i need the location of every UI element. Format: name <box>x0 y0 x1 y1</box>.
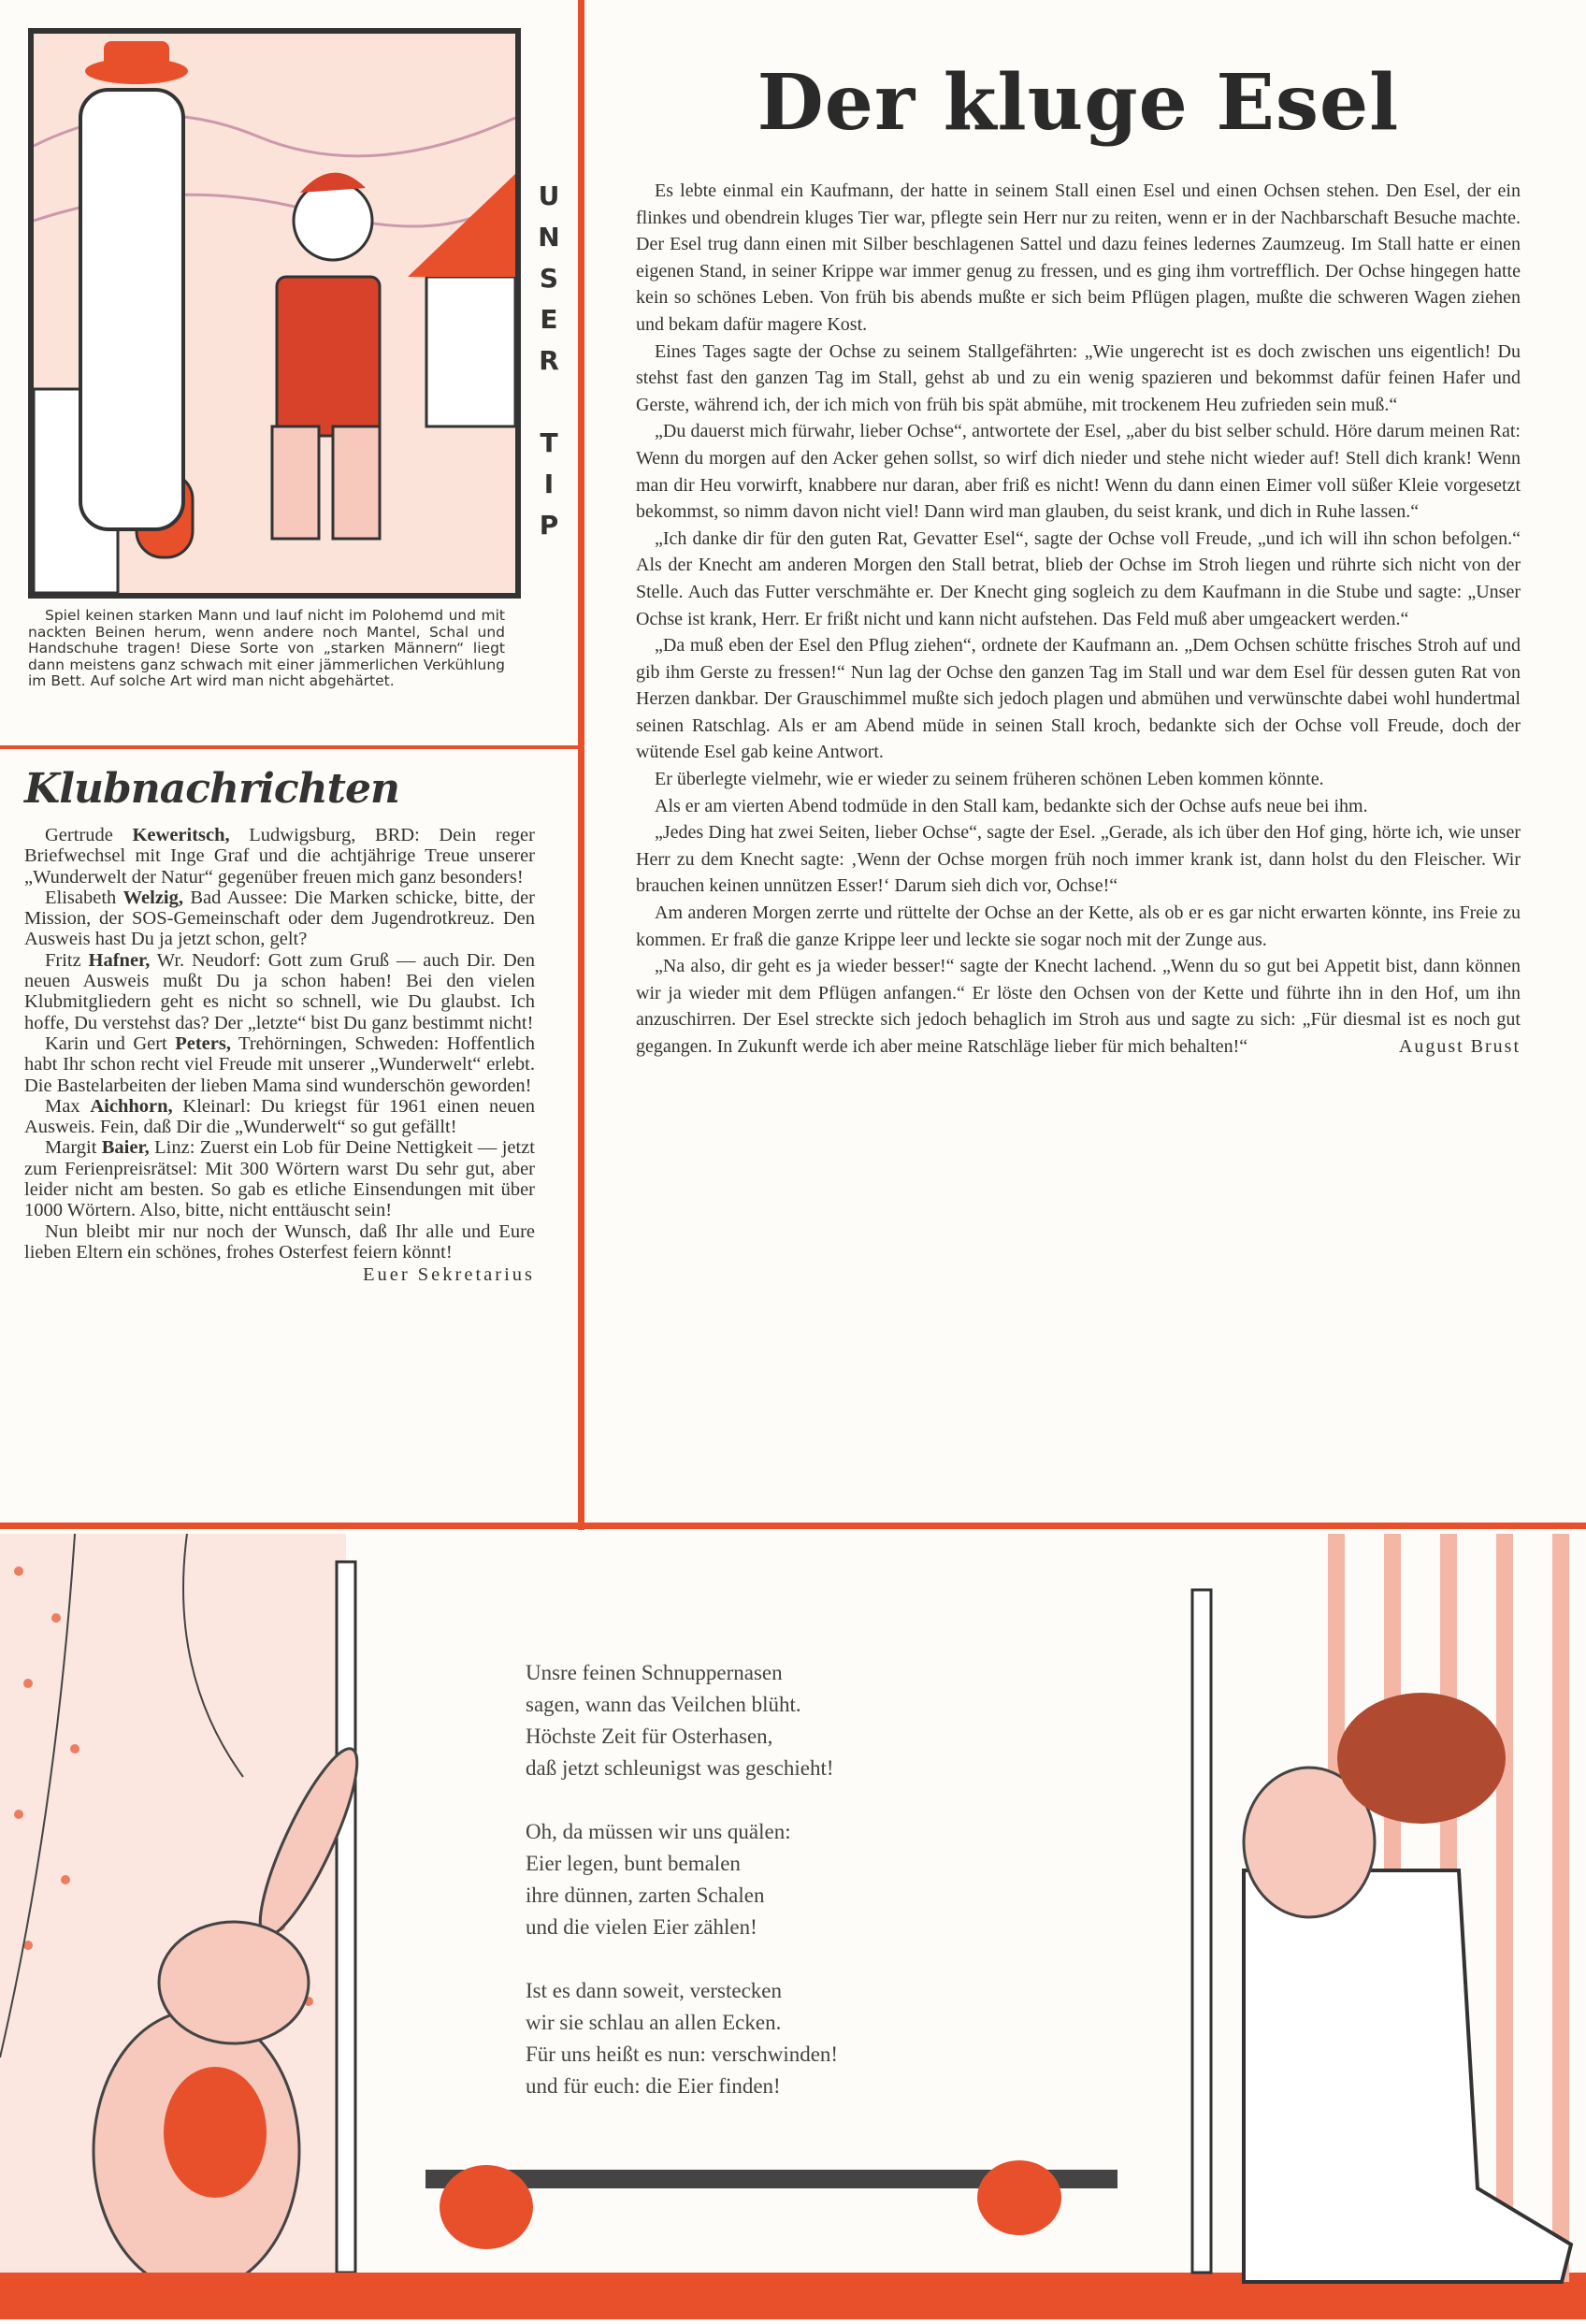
klub-news <box>24 825 535 1286</box>
entry-text: Trehörningen, Schweden: Hoffentlich habt Ihr schon recht viel Freude mit unserer „Wunderwelt“ erlebt. Die Bastelarbeiten der lieben Mama sind wunderschön geworden! <box>24 1032 535 1096</box>
poem-line: Oh, da müssen wir uns quälen: <box>526 1820 791 1843</box>
klub-entry <box>24 825 535 888</box>
story-paragraph: Er überlegte vielmehr, wie er wieder zu seinem früheren schönen Leben kommen könnte. <box>655 769 1324 790</box>
klub-title: Klubnachrichten <box>24 765 399 813</box>
member-name: Keweritsch, <box>132 825 230 845</box>
label-letter: P <box>539 510 559 541</box>
member-name: Baier, <box>101 1137 150 1159</box>
label-letter: E <box>540 304 558 335</box>
klub-entry <box>24 1137 535 1220</box>
poem-line: und für euch: die Eier finden! <box>526 2074 781 2098</box>
easter-poem <box>526 1657 838 2134</box>
poem-line: Für uns heißt es nun: verschwinden! <box>526 2043 839 2066</box>
entry-text: Wr. Neudorf: Gott zum Gruß — auch Dir. Den neuen Ausweis mußt Du ja schon haben! Bei den vielen Klubmitgliedern geht es nicht so schnell, wie Du glaubst. Ich hoffe, Du verstehst das? Der „letzte“ bist Du ganz bestimmt nicht! <box>24 949 536 1033</box>
entry-text: Elisabeth <box>45 887 123 908</box>
klub-entry <box>24 1033 535 1096</box>
entry-text: Margit <box>45 1137 102 1159</box>
story-paragraph: „Du dauerst mich fürwahr, lieber Ochse“, antwortete der Esel, „aber du bist selber schuld. Höre darum meinen Rat: Wenn du morgen auf den Acker gehen sollst, so wirf dich nieder und stehe nicht wieder auf! Stell dich krank! Wenn man dir Heu vorwirft, knabbere nur daran, aber friß es nicht! Wenn du dann einen Eimer voll süßer Kleie vorgesetzt bekommst, so nimm davon nicht viel! Dann wird man glauben, du seist krank, und dich in Ruhe lassen.“ <box>636 421 1521 523</box>
poem-line: ihre dünnen, zarten Schalen <box>526 1884 765 1907</box>
label-letter: T <box>540 427 558 458</box>
poem-line: Eier legen, bunt bemalen <box>526 1852 741 1875</box>
story-body <box>636 178 1521 1061</box>
story-paragraph: Es lebte einmal ein Kaufmann, der hatte in seinem Stall einen Esel und einen Ochsen stehen. Den Esel, der ein flinkes und obendrein kluges Tier war, pflegte sein Herr nur zu reiten, wenn er in der Nachbarschaft Besuche machte. Der Esel trug dann einen mit Silber beschlagenen Sattel und dazu feines ledernes Zaumzeug. Im Stall hatte er einen eigenen Stand, in seiner Krippe war immer genug zu fressen, und es ging ihm vortrefflich. Der Ochse hingegen hatte kein so schönes Leben. Von früh bis abends mußte er sich beim Pflügen plagen, mußte die schweren Wagen ziehen und bekam dafür magere Kost. <box>636 180 1521 335</box>
poem-line: sagen, wann das Veilchen blüht. <box>526 1693 801 1716</box>
tip-caption: Spiel keinen starken Mann und lauf nicht im Polohemd und mit nackten Beinen herum, wenn andere noch Mantel, Schal und Handschuhe tragen! Diese Sorte von „starken Männern“ liegt dann meistens ganz schwach mit einer jämmerlichen Verkühlung im Bett. Auf solche Art wird man nicht abgehärtet. <box>28 607 505 690</box>
poem-line: Ist es dann soweit, verstecken <box>526 1979 783 2002</box>
vertical-divider <box>578 0 584 1530</box>
entry-text: Linz: Zuerst ein Lob für Deine Nettigkeit — jetzt zum Ferienpreisrätsel: Mit 300 Wörtern warst Du sehr gut, aber leider nicht am besten. So gab es etliche Einsendungen mit über 1000 Wörtern. Also, bitte, nicht enttäuscht sein! <box>24 1137 535 1221</box>
member-name: Peters, <box>175 1032 231 1054</box>
klub-signature: Euer Sekretarius <box>362 1264 535 1286</box>
entry-text: Kleinarl: Du kriegst für 1961 einen neuen Ausweis. Fein, daß Dir die „Wunderwelt“ so gut gefällt! <box>24 1095 535 1138</box>
label-letter: R <box>539 345 559 376</box>
label-letter: S <box>539 263 559 294</box>
entry-text: Karin und Gert <box>45 1032 176 1054</box>
poem-stanza <box>526 1657 838 1784</box>
member-name: Aichhorn, <box>90 1095 173 1117</box>
story-paragraph: „Da muß eben der Esel den Pflug ziehen“, ordnete der Kaufmann an. „Dem Ochsen schütte frisches Stroh auf und gib ihm Gerste zu fressen!“ Nun lag der Ochse den ganzen Tag im Stall und war dem Esel für dessen guten Rat von Herzen dankbar. Der Grauschimmel mußte sich jedoch plagen und abmühen und verwünschte dabei wohl hundertmal seinen Ratschlag. Als er am Abend müde in seinen Stall kroch, bedankte sich der Ochse voll Freude, doch der wütende Esel gab keine Antwort. <box>636 635 1521 763</box>
story-paragraph: „Ich danke dir für den guten Rat, Gevatter Esel“, sagte der Ochse voll Freude, „und ich will ihn schon befolgen.“ Als der Knecht am anderen Morgen den Stall betrat, blieb der Ochse im Stroh liegen und rührte sich nicht von der Stelle. Auch das Futter verschmähte er. Der Knecht ging sogleich zu dem Kaufmann in die Stube und sagte: „Unser Ochse ist krank, Herr. Er frißt nicht und kann nicht aufstehen. Das Feld muß aber umgeackert werden.“ <box>636 527 1521 629</box>
story-title: Der kluge Esel <box>757 58 1400 148</box>
poem-line: wir sie schlau an allen Ecken. <box>526 2011 782 2034</box>
entry-text: Max <box>45 1095 91 1117</box>
entry-text: Bad Aussee: Die Marken schicke, bitte, der Mission, der SOS-Gemeinschaft oder dem Jugendrotkreuz. Den Ausweis hast Du ja jetzt schon, gelt? <box>24 887 535 950</box>
member-name: Welzig, <box>123 887 183 908</box>
label-letter: N <box>538 222 560 253</box>
poem-line: Höchste Zeit für Osterhasen, <box>526 1725 773 1748</box>
poem-line: und die vielen Eier zählen! <box>526 1915 757 1939</box>
story-paragraph: Eines Tages sagte der Ochse zu seinem Stallgefährten: „Wie ungerecht ist es doch zwischen uns eigentlich! Du stehst fast den ganzen Tag im Stall, gehst ab und zu ein wenig spazieren und bekommst dafür feinen Hafer und Gerste, während ich, der ich mich von früh bis spät abmühe, mit trockenem Heu zufrieden sein muß.“ <box>636 340 1521 415</box>
story-paragraph: „Jedes Ding hat zwei Seiten, lieber Ochse“, sagte der Esel. „Gerade, als ich über den Hof ging, hörte ich, wie unser Herr zu dem Knecht sagte: ‚Wenn der Ochse morgen früh noch immer krank ist, dann holst du den Fleischer. Wir brauchen keinen unnützen Esser!‘ Darum sieh dich vor, Ochse!“ <box>636 822 1521 897</box>
member-name: Hafner, <box>88 949 151 971</box>
poem-line: daß jetzt schleunigst was geschieht! <box>526 1756 834 1780</box>
klub-entry <box>24 1221 535 1263</box>
tip-vertical-label <box>535 176 563 546</box>
story-author: August Brust <box>1398 1036 1521 1057</box>
label-letter: I <box>543 469 555 499</box>
entry-text: Ludwigsburg, BRD: Dein reger Briefwechsel mit Inge Graf und die achtjährige Treue unserer „Wunderwelt der Natur“ gegenüber freuen mich ganz besonders! <box>24 825 535 888</box>
label-letter: U <box>538 180 560 211</box>
story-paragraph: „Na also, dir geht es ja wieder besser!“ sagte der Knecht lachend. „Wenn du so gut bei Appetit bist, dann können wir ja wieder mit dem Pflügen anfangen.“ Er löste den Ochsen von der Kette und führte ihn in den Hof, um ihn anzuschirren. Der Esel streckte sich jedoch behaglich im Stroh aus und sagte zu sich: „Für diesmal ist es noch gut gegangen. In Zukunft werde ich aber meine Ratschläge lieber für mich behalten!“ <box>636 956 1521 1057</box>
poem-stanza <box>526 1975 838 2102</box>
entry-text: Nun bleibt mir nur noch der Wunsch, daß Ihr alle und Eure lieben Eltern ein schönes, frohes Osterfest feiern könnt! <box>24 1220 535 1263</box>
poem-line: Unsre feinen Schnuppernasen <box>526 1661 783 1684</box>
label-gap <box>535 382 563 423</box>
poem-stanza <box>526 1816 838 1943</box>
story-paragraph: Als er am vierten Abend todmüde in den Stall kam, bedankte sich der Ochse aufs neue bei ihm. <box>655 795 1368 816</box>
story-paragraph: Am anderen Morgen zerrte und rüttelte der Ochse an der Kette, als ob er es gar nicht erwarten könnte, ins Freie zu kommen. Er fraß die ganze Krippe leer und leckte sie sogar noch mit der Zunge aus. <box>636 902 1521 950</box>
entry-text: Gertrude <box>45 825 133 845</box>
klub-entry <box>24 1096 535 1138</box>
tip-illustration <box>28 28 521 599</box>
klub-entry <box>24 888 535 950</box>
horizontal-divider <box>0 1523 1586 1529</box>
entry-text: Fritz <box>45 949 89 971</box>
left-column-divider <box>0 745 578 749</box>
klub-entry <box>24 950 535 1033</box>
